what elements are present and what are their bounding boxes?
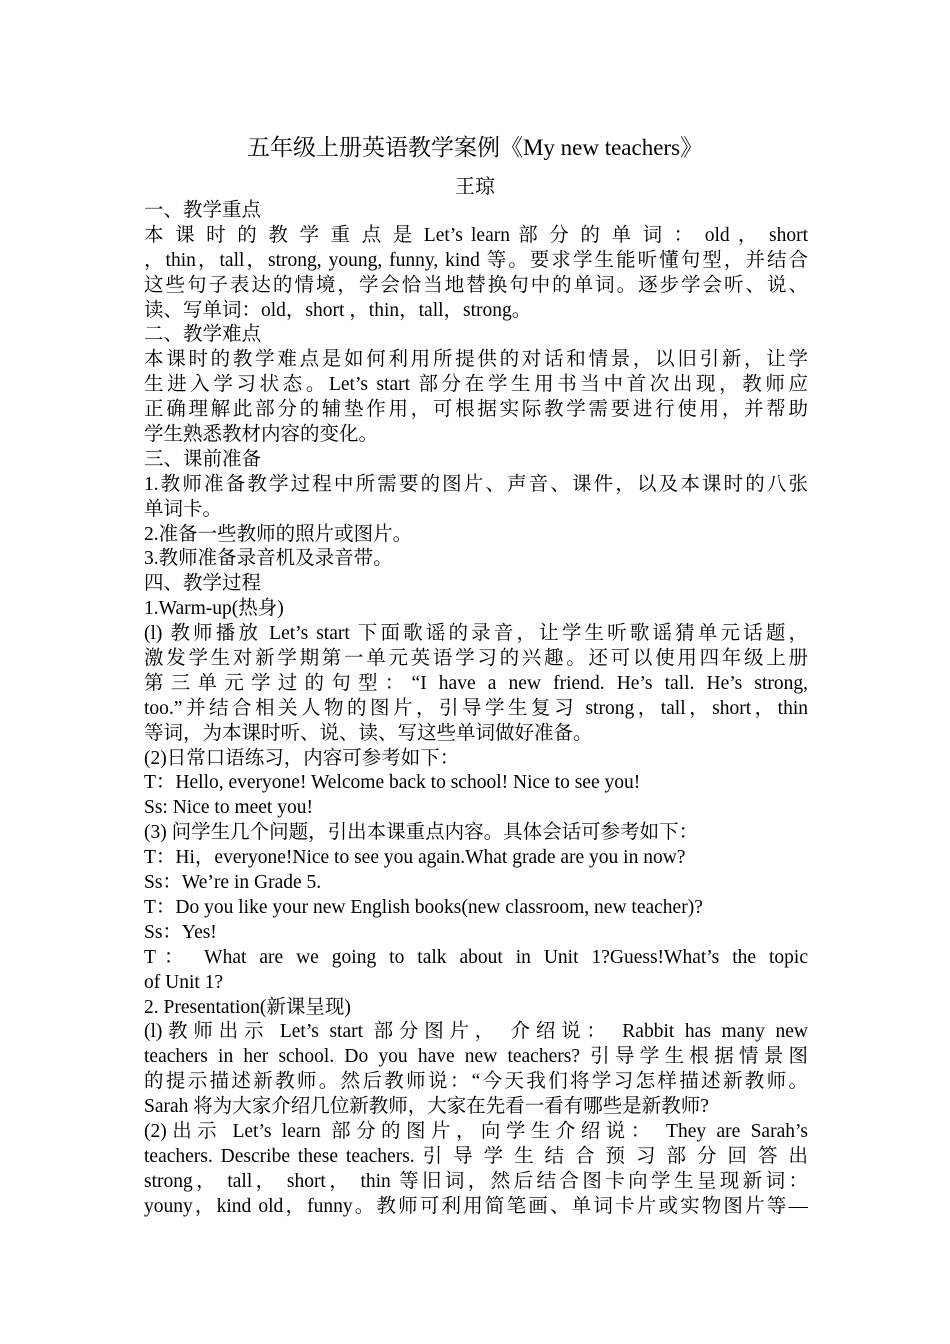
text-line: ，thin，tall，strong, young, funny, kind 等。要求学生能听懂句型，并结合 xyxy=(144,249,808,271)
text-line: 2. Presentation(新课呈现) xyxy=(144,996,351,1018)
text-line: 的提示描述新教师。然后教师说：“今天我们将学习怎样描述新教师。 xyxy=(144,1071,808,1093)
author-name: 王琼 xyxy=(455,176,495,198)
text-line: teachers in her school. Do you have new teachers? 引导学生根据情景图 xyxy=(144,1046,808,1068)
text-line: 1.Warm-up(热身) xyxy=(144,598,284,620)
text-line: 1.教师准备教学过程中所需要的图片、声音、课件，以及本课时的八张 xyxy=(144,473,808,495)
text-line: strong， tall， short， thin 等旧词，然后结合图卡向学生呈现新词： xyxy=(144,1170,808,1192)
text-line: 2.准备一些教师的照片或图片。 xyxy=(144,523,413,545)
text-line: 本 课 时 的 教 学 重 点 是 Let’s learn 部 分 的 单 词 ： old ， short xyxy=(144,224,808,246)
text-line: 这些句子表达的情境，学会恰当地替换句中的单词。逐步学会听、说、 xyxy=(144,274,808,296)
text-line: Ss：Yes! xyxy=(144,921,217,943)
text-line: Ss：We’re in Grade 5. xyxy=(144,872,322,894)
text-line: T：Hello, everyone! Welcome back to school! Nice to see you! xyxy=(144,772,641,794)
text-line: 正确理解此部分的辅垫作用，可根据实际教学需要进行使用，并帮助 xyxy=(144,399,808,421)
text-line: 一、教学重点 xyxy=(144,200,262,221)
text-line: (2)日常口语练习，内容可参考如下： xyxy=(144,747,460,769)
text-line: 读、写单词：old，short ，thin，tall，strong。 xyxy=(144,299,532,321)
text-line: (2)出示 Let’s learn 部分的图片，向学生介绍说： They are Sarah’s xyxy=(144,1120,808,1142)
text-line: 三、课前准备 xyxy=(144,448,262,470)
text-line: 生进入学习状态。Let’s start 部分在学生用书当中首次出现，教师应 xyxy=(144,374,808,396)
body-text xyxy=(144,199,808,1220)
document-title: 五年级上册英语教学案例《My new teachers》 xyxy=(246,135,704,160)
text-line: 激发学生对新学期第一单元英语学习的兴趣。还可以使用四年级上册 xyxy=(144,648,808,670)
text-line: teachers. Describe these teachers. 引 导 学 生 结 合 预 习 部 分 回 答 出 xyxy=(144,1145,808,1167)
text-line: 本课时的教学难点是如何利用所提供的对话和情景，以旧引新，让学 xyxy=(144,349,808,371)
text-line: (3) 问学生几个问题，引出本课重点内容。具体会话可参考如下： xyxy=(144,822,699,844)
text-line: 学生熟悉教材内容的变化。 xyxy=(144,424,379,446)
text-line: 二、教学难点 xyxy=(144,324,262,346)
text-line: too.”并结合相关人物的图片，引导学生复习 strong，tall，short，thin xyxy=(144,697,808,719)
text-line: T：Do you like your new English books(new classroom, new teacher)? xyxy=(144,896,703,918)
text-line: 等词，为本课时听、说、读、写这些单词做好准备。 xyxy=(144,722,593,744)
text-line: 四、教学过程 xyxy=(144,573,262,595)
text-line: of Unit 1? xyxy=(144,971,224,993)
text-line: Ss: Nice to meet you! xyxy=(144,797,313,819)
text-line: 第三单元学过的句型：“I have a new friend. He’s tall. He’s strong, xyxy=(144,672,808,694)
text-line: T：Hi，everyone!Nice to see you again.What grade are you in now? xyxy=(144,847,686,869)
text-line: (l)教师出示 Let’s start 部分图片， 介绍说： Rabbit has many new xyxy=(144,1021,808,1043)
text-line: (l) 教师播放 Let’s start 下面歌谣的录音，让学生听歌谣猜单元话题， xyxy=(144,623,808,645)
text-line: youny，kind old，funny。教师可利用简笔画、单词卡片或实物图片等— xyxy=(144,1195,808,1217)
text-line: T： What are we going to talk about in Unit 1?Guess!What’s the topic xyxy=(144,946,808,968)
text-line: 单词卡。 xyxy=(144,498,223,520)
text-line: 3.教师准备录音机及录音带。 xyxy=(144,548,393,570)
text-line: Sarah 将为大家介绍几位新教师，大家在先看一看有哪些是新教师? xyxy=(144,1096,709,1118)
